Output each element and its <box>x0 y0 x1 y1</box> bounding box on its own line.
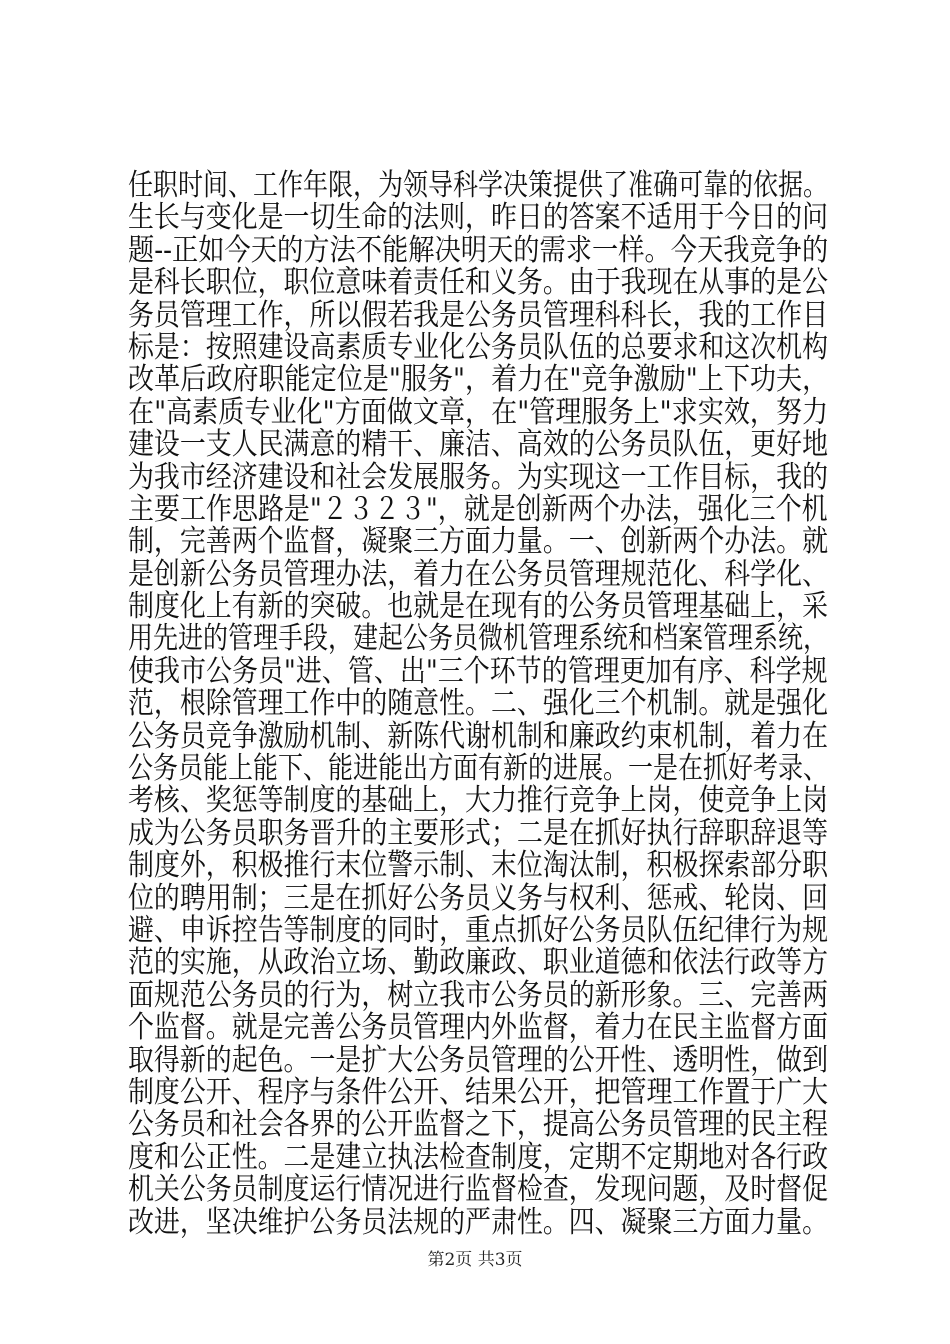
text-line: 在"高素质专业化"方面做文章，在"管理服务上"求实效，努力 <box>128 394 829 430</box>
text-line: 制度外，积极推行末位警示制、末位淘汰制，积极探索部分职 <box>128 848 829 884</box>
text-line: 机关公务员制度运行情况进行监督检查，发现问题，及时督促 <box>128 1172 829 1208</box>
text-line: 位的聘用制；三是在抓好公务员义务与权利、惩戒、轮岗、回 <box>128 880 829 916</box>
text-line: 是科长职位，职位意味着责任和义务。由于我现在从事的是公 <box>128 265 829 301</box>
text-line: 公务员和社会各界的公开监督之下，提高公务员管理的民主程 <box>128 1107 829 1143</box>
text-line: 建设一支人民满意的精干、廉洁、高效的公务员队伍，更好地 <box>128 427 829 463</box>
text-line: 公务员竞争激励机制、新陈代谢机制和廉政约束机制，着力在 <box>128 718 829 754</box>
text-line: 标是：按照建设高素质专业化公务员队伍的总要求和这次机构 <box>128 329 829 365</box>
page-footer: 第2页 共3页 <box>427 1250 523 1270</box>
text-line: 题--正如今天的方法不能解决明天的需求一样。今天我竞争的 <box>128 232 829 268</box>
text-line: 面规范公务员的行为，树立我市公务员的新形象。三、完善两 <box>128 977 829 1013</box>
text-line: 取得新的起色。一是扩大公务员管理的公开性、透明性，做到 <box>128 1042 829 1078</box>
text-line: 考核、奖惩等制度的基础上，大力推行竞争上岗，使竞争上岗 <box>128 783 829 819</box>
text-line: 生长与变化是一切生命的法则，昨日的答案不适用于今日的问 <box>128 200 829 236</box>
text-line: 制度化上有新的突破。也就是在现有的公务员管理基础上，采 <box>128 589 829 625</box>
text-line: 任职时间、工作年限，为领导科学决策提供了准确可靠的依据。 <box>128 168 828 203</box>
text-line: 公务员能上能下、能进能出方面有新的进展。一是在抓好考录、 <box>128 751 828 787</box>
text-line: 制，完善两个监督，凝聚三方面力量。一、创新两个办法。就 <box>128 524 829 560</box>
text-line: 度和公正性。二是建立执法检查制度，定期不定期地对各行政 <box>128 1139 829 1175</box>
text-line: 个监督。就是完善公务员管理内外监督，着力在民主监督方面 <box>128 1010 829 1046</box>
text-line: 成为公务员职务晋升的主要形式；二是在抓好执行辞职辞退等 <box>128 815 829 851</box>
text-line: 务员管理工作，所以假若我是公务员管理科科长，我的工作目 <box>128 297 829 333</box>
text-line: 范的实施，从政治立场、勤政廉政、职业道德和依法行政等方 <box>128 945 829 981</box>
body-paragraph <box>128 170 828 1239</box>
text-line: 主要工作思路是"２３２３"，就是创新两个办法，强化三个机 <box>128 491 828 527</box>
text-line: 用先进的管理手段，建起公务员微机管理系统和档案管理系统， <box>128 621 828 657</box>
text-line: 避、申诉控告等制度的同时，重点抓好公务员队伍纪律行为规 <box>128 912 829 948</box>
text-line: 是创新公务员管理办法，着力在公务员管理规范化、科学化、 <box>128 556 829 592</box>
text-line: 制度公开、程序与条件公开、结果公开，把管理工作置于广大 <box>128 1074 829 1110</box>
text-line: 为我市经济建设和社会发展服务。为实现这一工作目标，我的 <box>128 459 829 495</box>
text-line: 改革后政府职能定位是"服务"，着力在"竞争激励"上下功夫， <box>128 362 829 398</box>
text-line: 范，根除管理工作中的随意性。二、强化三个机制。就是强化 <box>128 686 829 722</box>
text-line: 使我市公务员"进、管、出"三个环节的管理更加有序、科学规 <box>128 653 828 689</box>
text-line: 改进，坚决维护公务员法规的严肃性。四、凝聚三方面力量。 <box>128 1204 829 1240</box>
